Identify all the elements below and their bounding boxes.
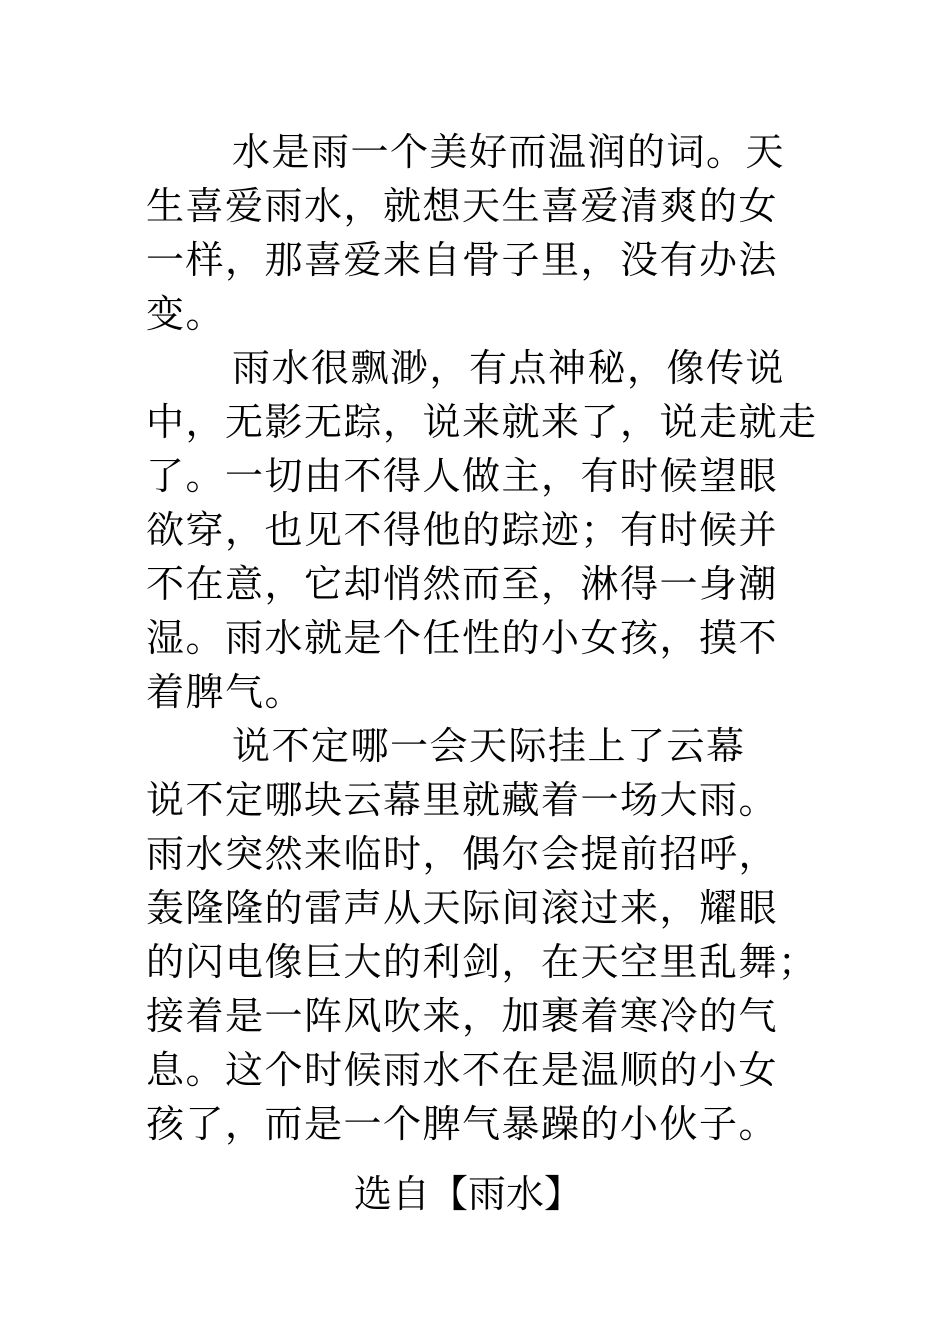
paragraph-line: 说不定哪一会天际挂上了云幕 [232,724,746,768]
paragraph-line: 生喜爱雨水，就想天生喜爱清爽的女 [146,184,779,228]
paragraph-line: 不在意，它却悄然而至，淋得一身潮 [146,562,779,606]
paragraph-1 [146,125,836,341]
paragraph-line: 说不定哪块云幕里就藏着一场大雨。 [146,778,779,822]
source-attribution: 选自【雨水】 [354,1172,583,1216]
document-body [146,125,836,1151]
paragraph-line: 湿。雨水就是个任性的小女孩，摸不 [146,616,779,660]
paragraph-line: 着脾气。 [146,670,305,714]
paragraph-2 [146,341,836,719]
paragraph-line: 中，无影无踪，说来就来了，说走就走 [146,400,818,444]
paragraph-line: 雨水突然来临时，偶尔会提前招呼， [146,832,779,876]
paragraph-line: 一样，那喜爱来自骨子里，没有办法 [146,238,779,282]
paragraph-line: 变。 [146,292,226,336]
paragraph-line: 息。这个时候雨水不在是温顺的小女 [146,1048,779,1092]
paragraph-line: 了。一切由不得人做主，有时候望眼 [146,454,779,498]
paragraph-line: 水是雨一个美好而温润的词。天 [232,130,786,174]
paragraph-line: 接着是一阵风吹来，加裹着寒冷的气 [146,994,779,1038]
paragraph-line: 轰隆隆的雷声从天际间滚过来，耀眼 [146,886,779,930]
paragraph-line: 欲穿，也见不得他的踪迹；有时候并 [146,508,779,552]
paragraph-line: 孩了，而是一个脾气暴躁的小伙子。 [146,1102,779,1146]
paragraph-line: 雨水很飘渺，有点神秘，像传说 [232,346,786,390]
paragraph-3 [146,719,836,1151]
paragraph-line: 的闪电像巨大的利剑，在天空里乱舞； [146,940,818,984]
